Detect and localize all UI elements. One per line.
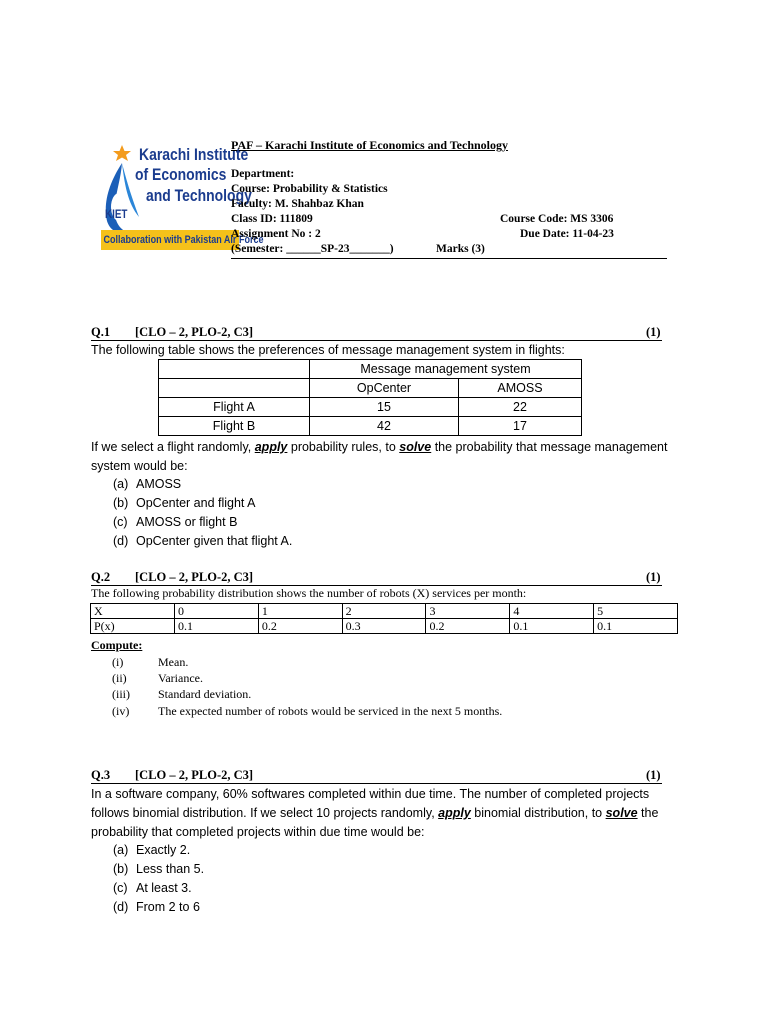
list-item: (d) From 2 to 6 [113, 900, 200, 914]
course-label: Course: Probability & Statistics [231, 183, 388, 195]
logo-line2: of Economics [135, 165, 227, 184]
q2-tags: [CLO – 2, PLO-2, C3] [135, 570, 254, 584]
q2-table [90, 603, 678, 634]
q2-x-label: X [91, 604, 175, 619]
q3-tags: [CLO – 2, PLO-2, C3] [135, 768, 254, 782]
list-item: (a) AMOSS [113, 477, 182, 491]
list-item: (iv) The expected number of robots would be serviced in the next 5 months. [112, 704, 503, 718]
table-row [159, 398, 582, 417]
q1-intro: The following table shows the preferences of message management system in flights: [91, 343, 565, 357]
q1-row-label: Flight A [159, 398, 310, 417]
q2-cell: 0.3 [342, 619, 426, 634]
list-item: (c) AMOSS or flight B [113, 515, 238, 529]
list-item: (i) Mean. [112, 655, 189, 669]
q2-cell: 0.2 [258, 619, 342, 634]
q2-cell: 5 [594, 604, 678, 619]
institute-title: PAF – Karachi Institute of Economics and Technology [231, 138, 509, 152]
q2-marks: (1) [646, 570, 661, 584]
q1-row-label: Flight B [159, 417, 310, 436]
logo-band [101, 230, 264, 250]
header-rule [231, 258, 667, 259]
assignment-label: Assignment No : 2 [231, 228, 321, 240]
q1-cell: 15 [310, 398, 459, 417]
q2-cell: 4 [510, 604, 594, 619]
q2-compute-label: Compute: [91, 638, 143, 652]
q1-cell: 42 [310, 417, 459, 436]
q1-col-amoss: AMOSS [459, 379, 582, 398]
q3-keyword-apply: apply [438, 806, 471, 820]
q1-cell: 17 [459, 417, 582, 436]
q1-tags: [CLO – 2, PLO-2, C3] [135, 325, 254, 339]
q1-table-group-header: Message management system [310, 360, 582, 379]
list-item: (b) OpCenter and flight A [113, 496, 256, 510]
q2-intro: The following probability distribution shows the number of robots (X) services per month: [91, 586, 527, 600]
marks-label: Marks (3) [436, 243, 485, 255]
q1-number: Q.1 [91, 325, 111, 339]
faculty-label: Faculty: M. Shahbaz Khan [231, 198, 364, 210]
q3-rule [91, 783, 662, 784]
list-item: (d) OpCenter given that flight A. [113, 534, 293, 548]
q2-cell: 3 [426, 604, 510, 619]
q2-cell: 2 [342, 604, 426, 619]
logo-line1: Karachi Institute [139, 145, 249, 164]
q2-cell: 0.1 [594, 619, 678, 634]
logo-abbr: KIET [105, 207, 128, 221]
q1-marks: (1) [646, 325, 661, 339]
list-item: (c) At least 3. [113, 881, 192, 895]
list-item: (ii) Variance. [112, 671, 203, 685]
table-row [91, 619, 678, 634]
logo-band-text: Collaboration with Pakistan Air Force [103, 234, 264, 246]
q3-number: Q.3 [91, 768, 111, 782]
q2-cell: 0.2 [426, 619, 510, 634]
q2-cell: 0.1 [510, 619, 594, 634]
list-item: (a) Exactly 2. [113, 843, 191, 857]
q1-table [158, 359, 582, 436]
class-id-label: Class ID: 111809 [231, 213, 313, 225]
table-row [159, 417, 582, 436]
due-date-label: Due Date: 11-04-23 [520, 228, 614, 240]
q1-col-opcenter: OpCenter [310, 379, 459, 398]
table-row [91, 604, 678, 619]
logo-line3: and Technology [146, 186, 252, 205]
q3-marks: (1) [646, 768, 661, 782]
q2-cell: 0 [175, 604, 259, 619]
q2-p-label: P(x) [91, 619, 175, 634]
list-item: (b) Less than 5. [113, 862, 205, 876]
q2-number: Q.2 [91, 570, 111, 584]
course-code-label: Course Code: MS 3306 [500, 213, 614, 225]
department-label: Department: [231, 168, 295, 180]
q3-text: In a software company, 60% softwares completed within due time. The number of completed projects follows binomial distribution. If we select 10 projects randomly, apply binomial distribution, to solve the probability that completed projects within due time would be: [91, 787, 659, 839]
list-item: (iii) Standard deviation. [112, 687, 252, 701]
q1-keyword-apply: apply [254, 440, 288, 454]
q1-keyword-solve: solve [399, 440, 432, 454]
q1-cell: 22 [459, 398, 582, 417]
semester-label: (Semester: ______SP-23_______) [231, 243, 394, 255]
q1-prompt: If we select a flight randomly, apply probability rules, to solve the probability that message management system would be: [91, 440, 668, 473]
q2-cell: 1 [258, 604, 342, 619]
q3-keyword-solve: solve [605, 806, 638, 820]
q2-cell: 0.1 [175, 619, 259, 634]
